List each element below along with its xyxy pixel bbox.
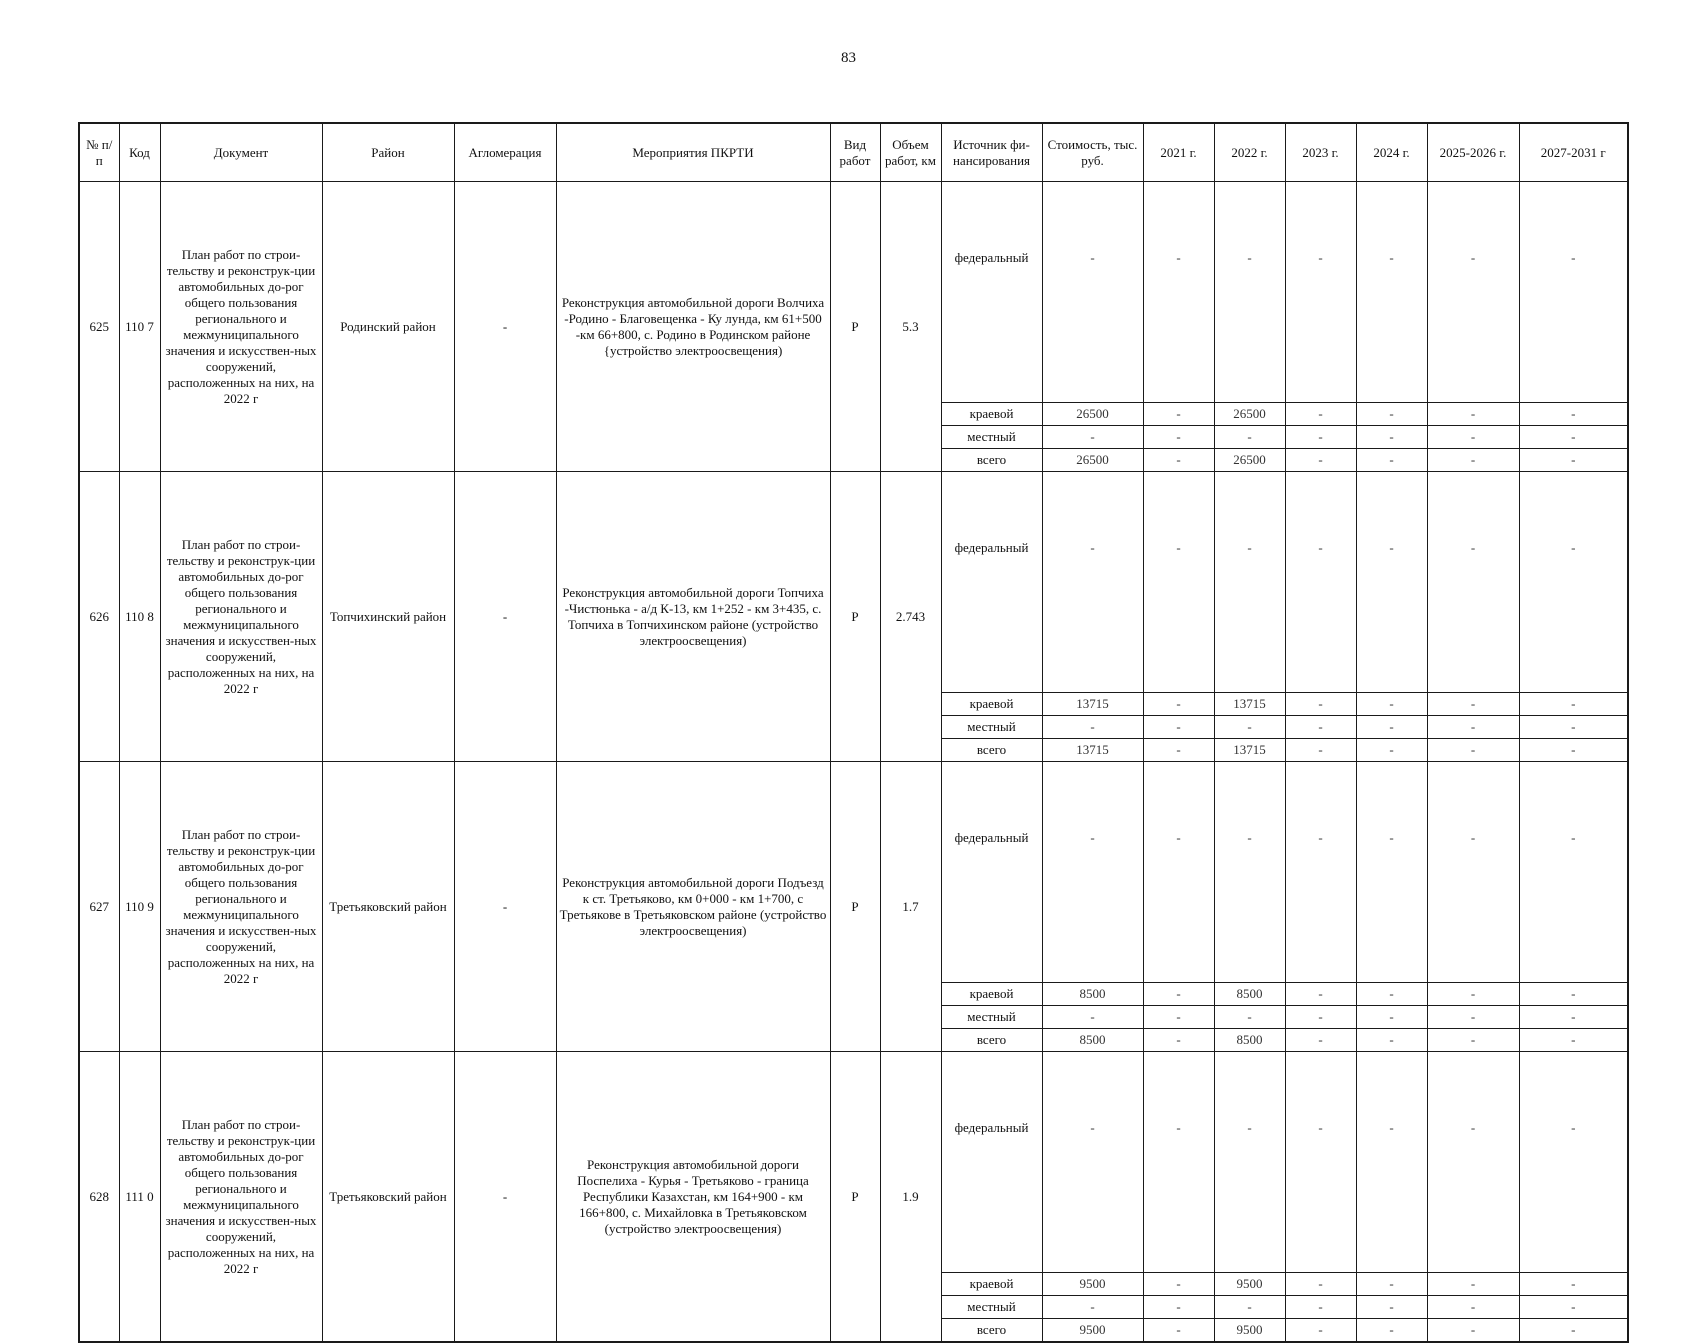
table-row (79, 472, 1628, 693)
funding-y2023: - (1285, 426, 1356, 449)
header-2023: 2023 г. (1285, 123, 1356, 182)
funding-source: краевой (941, 983, 1042, 1006)
header-volume: Объем работ, км (880, 123, 941, 182)
row-event: Реконструкция автомобильной дороги Волчиха -Родино - Благовещенка - Ку лунда, км 61+500 -км 66+800, с. Родино в Родинском районе {устройство электроосвещения) (556, 182, 830, 472)
funding-y2025-2026: - (1427, 716, 1519, 739)
funding-y2021: - (1143, 426, 1214, 449)
funding-y2021: - (1143, 693, 1214, 716)
funding-y2027-2031: - (1519, 1052, 1628, 1273)
row-document: План работ по строи-тельству и реконструк-ции автомобильных до-рог общего пользования регионального и межмуниципального значения и искусствен-ных сооружений, расположенных на них, на 2022 г (160, 472, 322, 762)
funding-y2027-2031: - (1519, 182, 1628, 403)
funding-y2022: 8500 (1214, 983, 1285, 1006)
funding-y2027-2031: - (1519, 472, 1628, 693)
row-district: Третьяковский район (322, 1052, 454, 1343)
funding-source: федеральный (941, 472, 1042, 693)
row-num: 627 (79, 762, 119, 1052)
funding-y2025-2026: - (1427, 426, 1519, 449)
funding-cost: - (1042, 1006, 1143, 1029)
header-num: № п/п (79, 123, 119, 182)
funding-y2027-2031: - (1519, 1296, 1628, 1319)
funding-y2021: - (1143, 1052, 1214, 1273)
funding-y2024: - (1356, 182, 1427, 403)
funding-y2023: - (1285, 693, 1356, 716)
funding-source: всего (941, 449, 1042, 472)
table-row (79, 182, 1628, 403)
header-2024: 2024 г. (1356, 123, 1427, 182)
header-2025-2026: 2025-2026 г. (1427, 123, 1519, 182)
funding-y2022: 9500 (1214, 1273, 1285, 1296)
row-work-type: Р (830, 762, 880, 1052)
funding-y2023: - (1285, 762, 1356, 983)
funding-y2022: - (1214, 182, 1285, 403)
funding-cost: - (1042, 762, 1143, 983)
funding-y2024: - (1356, 449, 1427, 472)
header-cost: Стоимость, тыс. руб. (1042, 123, 1143, 182)
table-body (79, 182, 1628, 1343)
funding-y2023: - (1285, 716, 1356, 739)
funding-y2027-2031: - (1519, 1273, 1628, 1296)
funding-y2024: - (1356, 1029, 1427, 1052)
funding-y2021: - (1143, 449, 1214, 472)
funding-y2024: - (1356, 426, 1427, 449)
funding-y2024: - (1356, 693, 1427, 716)
funding-y2025-2026: - (1427, 472, 1519, 693)
funding-y2022: - (1214, 1052, 1285, 1273)
funding-source: краевой (941, 1273, 1042, 1296)
funding-y2023: - (1285, 1319, 1356, 1343)
funding-y2027-2031: - (1519, 1006, 1628, 1029)
row-volume: 1.7 (880, 762, 941, 1052)
row-district: Третьяковский район (322, 762, 454, 1052)
funding-source: местный (941, 1006, 1042, 1029)
row-volume: 5.3 (880, 182, 941, 472)
funding-y2022: - (1214, 1296, 1285, 1319)
funding-y2024: - (1356, 716, 1427, 739)
funding-y2021: - (1143, 1029, 1214, 1052)
funding-y2024: - (1356, 739, 1427, 762)
header-2027-2031: 2027-2031 г (1519, 123, 1628, 182)
funding-y2027-2031: - (1519, 1029, 1628, 1052)
funding-source: всего (941, 1319, 1042, 1343)
funding-source: федеральный (941, 762, 1042, 983)
header-2022: 2022 г. (1214, 123, 1285, 182)
funding-y2025-2026: - (1427, 1296, 1519, 1319)
funding-cost: - (1042, 472, 1143, 693)
row-district: Родинский район (322, 182, 454, 472)
funding-cost: 8500 (1042, 983, 1143, 1006)
funding-y2027-2031: - (1519, 693, 1628, 716)
funding-y2021: - (1143, 1296, 1214, 1319)
row-work-type: Р (830, 1052, 880, 1343)
funding-cost: - (1042, 1052, 1143, 1273)
funding-cost: - (1042, 182, 1143, 403)
funding-y2021: - (1143, 739, 1214, 762)
funding-y2023: - (1285, 983, 1356, 1006)
funding-source: краевой (941, 403, 1042, 426)
funding-y2022: 13715 (1214, 693, 1285, 716)
funding-cost: 9500 (1042, 1273, 1143, 1296)
funding-y2022: 26500 (1214, 449, 1285, 472)
projects-table (78, 122, 1629, 1343)
funding-y2027-2031: - (1519, 426, 1628, 449)
funding-source: местный (941, 1296, 1042, 1319)
header-document: Документ (160, 123, 322, 182)
row-code: 110 9 (119, 762, 160, 1052)
funding-y2021: - (1143, 182, 1214, 403)
row-document: План работ по строи-тельству и реконструк-ции автомобильных до-рог общего пользования регионального и межмуниципального значения и искусствен-ных сооружений, расположенных на них, на 2022 г (160, 1052, 322, 1343)
table-row (79, 762, 1628, 983)
funding-y2027-2031: - (1519, 739, 1628, 762)
row-document: План работ по строи-тельству и реконструк-ции автомобильных до-рог общего пользования регионального и межмуниципального значения и искусствен-ных сооружений, расположенных на них, на 2022 г (160, 182, 322, 472)
header-2021: 2021 г. (1143, 123, 1214, 182)
row-event: Реконструкция автомобильной дороги Поспелиха - Курья - Третьяково - граница Республики Казахстан, км 164+900 - км 166+800, с. Михайловка в Третьяковском (устройство электроосвещения) (556, 1052, 830, 1343)
header-code: Код (119, 123, 160, 182)
funding-y2023: - (1285, 472, 1356, 693)
funding-cost: 13715 (1042, 693, 1143, 716)
funding-source: местный (941, 716, 1042, 739)
funding-y2024: - (1356, 1319, 1427, 1343)
row-volume: 1.9 (880, 1052, 941, 1343)
funding-y2022: - (1214, 1006, 1285, 1029)
funding-y2021: - (1143, 1319, 1214, 1343)
funding-y2025-2026: - (1427, 1273, 1519, 1296)
funding-cost: - (1042, 1296, 1143, 1319)
funding-source: федеральный (941, 1052, 1042, 1273)
funding-source: всего (941, 739, 1042, 762)
funding-y2027-2031: - (1519, 716, 1628, 739)
row-code: 110 8 (119, 472, 160, 762)
row-work-type: Р (830, 472, 880, 762)
funding-cost: 26500 (1042, 449, 1143, 472)
funding-y2027-2031: - (1519, 449, 1628, 472)
row-agglomeration: - (454, 1052, 556, 1343)
funding-y2022: 13715 (1214, 739, 1285, 762)
funding-cost: 13715 (1042, 739, 1143, 762)
funding-y2027-2031: - (1519, 403, 1628, 426)
funding-cost: - (1042, 716, 1143, 739)
funding-y2024: - (1356, 762, 1427, 983)
funding-y2022: 9500 (1214, 1319, 1285, 1343)
funding-y2025-2026: - (1427, 1006, 1519, 1029)
funding-y2024: - (1356, 1052, 1427, 1273)
header-work-type: Вид работ (830, 123, 880, 182)
row-document: План работ по строи-тельству и реконструк-ции автомобильных до-рог общего пользования регионального и межмуниципального значения и искусствен-ных сооружений, расположенных на них, на 2022 г (160, 762, 322, 1052)
funding-y2021: - (1143, 403, 1214, 426)
funding-y2021: - (1143, 1273, 1214, 1296)
header-source: Источник фи-нансирования (941, 123, 1042, 182)
funding-y2023: - (1285, 403, 1356, 426)
funding-y2021: - (1143, 1006, 1214, 1029)
funding-y2023: - (1285, 182, 1356, 403)
funding-y2021: - (1143, 472, 1214, 693)
funding-y2024: - (1356, 1006, 1427, 1029)
row-agglomeration: - (454, 472, 556, 762)
funding-y2022: - (1214, 762, 1285, 983)
funding-y2021: - (1143, 716, 1214, 739)
row-agglomeration: - (454, 762, 556, 1052)
funding-cost: 26500 (1042, 403, 1143, 426)
funding-y2023: - (1285, 1296, 1356, 1319)
funding-y2027-2031: - (1519, 983, 1628, 1006)
funding-y2023: - (1285, 1273, 1356, 1296)
row-district: Топчихинский район (322, 472, 454, 762)
header-agglomeration: Агломерация (454, 123, 556, 182)
row-volume: 2.743 (880, 472, 941, 762)
funding-source: местный (941, 426, 1042, 449)
funding-y2022: - (1214, 716, 1285, 739)
funding-y2023: - (1285, 1052, 1356, 1273)
row-num: 626 (79, 472, 119, 762)
funding-cost: 9500 (1042, 1319, 1143, 1343)
row-event: Реконструкция автомобильной дороги Топчиха -Чистюнька - а/д К-13, км 1+252 - км 3+435, с. Топчиха в Топчихинском районе (устройство электроосвещения) (556, 472, 830, 762)
header-district: Район (322, 123, 454, 182)
funding-cost: - (1042, 426, 1143, 449)
funding-y2023: - (1285, 1029, 1356, 1052)
funding-y2022: - (1214, 472, 1285, 693)
funding-y2021: - (1143, 762, 1214, 983)
row-code: 111 0 (119, 1052, 160, 1343)
funding-y2023: - (1285, 739, 1356, 762)
row-work-type: Р (830, 182, 880, 472)
row-event: Реконструкция автомобильной дороги Подъезд к ст. Третьяково, км 0+000 - км 1+700, с Третьякове в Третьяковском районе (устройство электроосвещения) (556, 762, 830, 1052)
funding-y2025-2026: - (1427, 449, 1519, 472)
funding-cost: 8500 (1042, 1029, 1143, 1052)
funding-y2025-2026: - (1427, 693, 1519, 716)
table-header (79, 123, 1628, 182)
funding-y2025-2026: - (1427, 762, 1519, 983)
header-event: Мероприятия ПКРТИ (556, 123, 830, 182)
funding-y2025-2026: - (1427, 403, 1519, 426)
funding-source: федеральный (941, 182, 1042, 403)
funding-y2025-2026: - (1427, 1052, 1519, 1273)
page-number: 83 (841, 50, 856, 66)
funding-y2025-2026: - (1427, 739, 1519, 762)
funding-source: всего (941, 1029, 1042, 1052)
funding-y2022: 26500 (1214, 403, 1285, 426)
funding-source: краевой (941, 693, 1042, 716)
funding-y2021: - (1143, 983, 1214, 1006)
row-num: 625 (79, 182, 119, 472)
funding-y2023: - (1285, 449, 1356, 472)
funding-y2027-2031: - (1519, 762, 1628, 983)
funding-y2024: - (1356, 1296, 1427, 1319)
funding-y2022: 8500 (1214, 1029, 1285, 1052)
funding-y2024: - (1356, 1273, 1427, 1296)
funding-y2025-2026: - (1427, 182, 1519, 403)
funding-y2024: - (1356, 403, 1427, 426)
funding-y2025-2026: - (1427, 1319, 1519, 1343)
funding-y2024: - (1356, 472, 1427, 693)
row-num: 628 (79, 1052, 119, 1343)
funding-y2024: - (1356, 983, 1427, 1006)
table-row (79, 1052, 1628, 1273)
funding-y2023: - (1285, 1006, 1356, 1029)
funding-y2025-2026: - (1427, 1029, 1519, 1052)
row-code: 110 7 (119, 182, 160, 472)
funding-y2025-2026: - (1427, 983, 1519, 1006)
row-agglomeration: - (454, 182, 556, 472)
funding-y2022: - (1214, 426, 1285, 449)
funding-y2027-2031: - (1519, 1319, 1628, 1343)
